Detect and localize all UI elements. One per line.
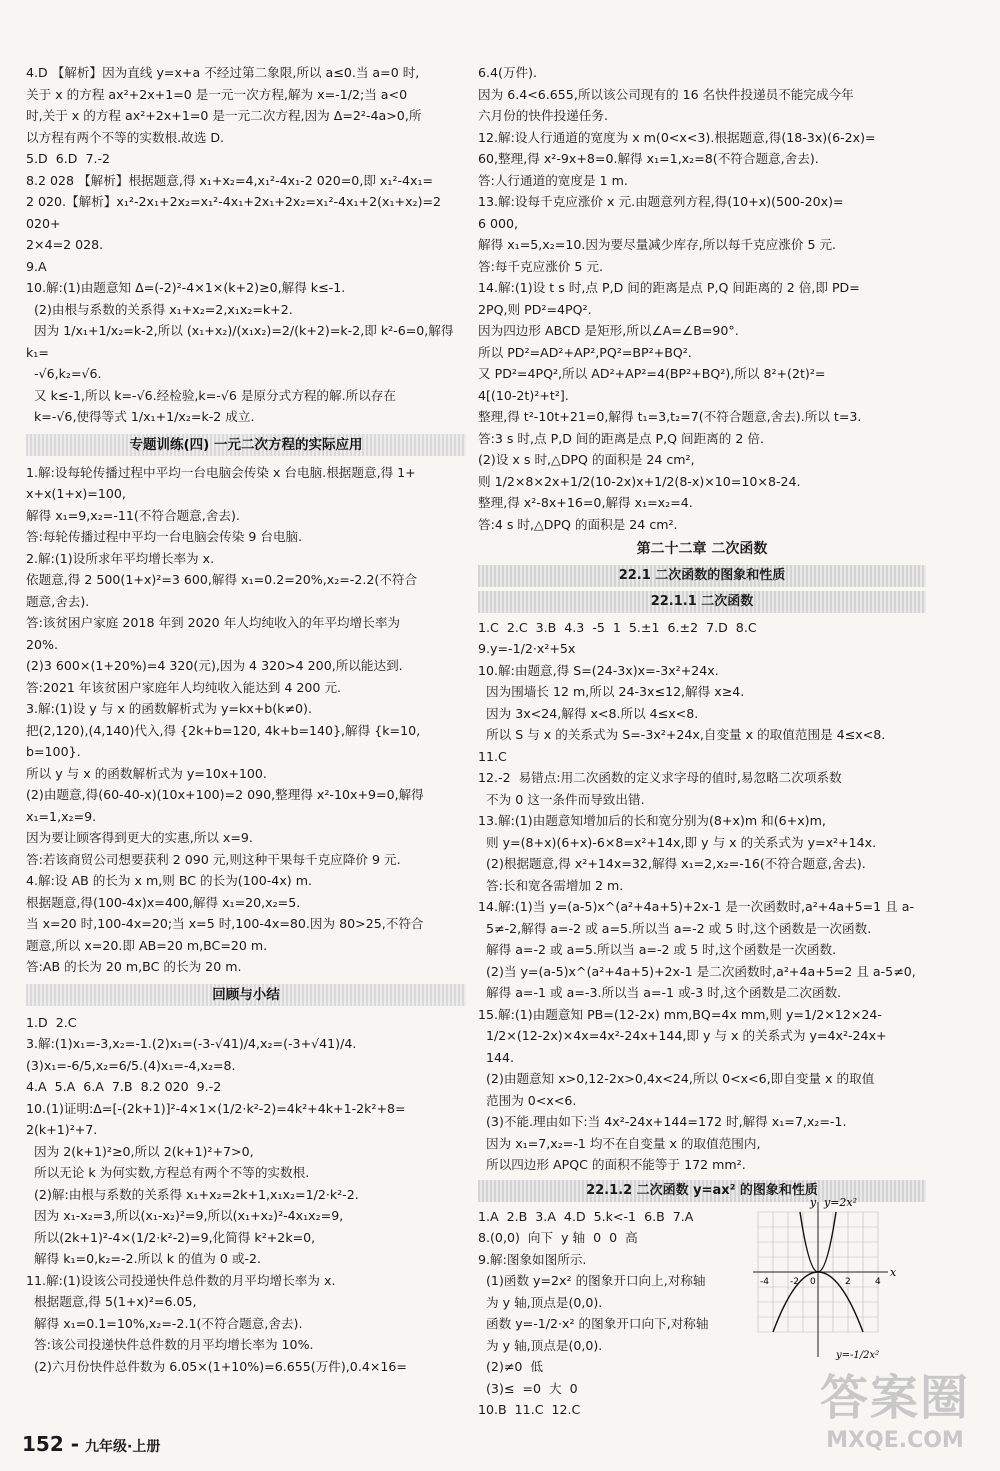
answer-line: 2(k+1)²+7. bbox=[26, 1122, 98, 1137]
answer-line: 答:人行通道的宽度是 1 m. bbox=[478, 172, 628, 188]
answer-line: 答:长和宽各需增加 2 m. bbox=[478, 877, 624, 893]
answer-line: 答:AB 的长为 20 m,BC 的长为 20 m. bbox=[26, 959, 242, 974]
answer-line: (2)≠0 低 bbox=[478, 1359, 544, 1374]
answer-line: 解得 x₁=9,x₂=-11(不符合题意,舍去). bbox=[26, 507, 240, 523]
answer-line: 又 PD²=4PQ²,所以 AD²+AP²=4(BP²+BQ²),所以 8²+(2t)²= bbox=[478, 366, 826, 381]
answer-line: 9.A bbox=[26, 258, 47, 274]
answer-line: 解得 a=-2 或 a=5.所以当 a=-2 或 5 时,这个函数是一次函数. bbox=[478, 942, 837, 957]
right-answers-block-2 bbox=[478, 617, 926, 1176]
answer-line: 10.解:由题意,得 S=(24-3x)x=-3x²+24x. bbox=[478, 662, 719, 678]
section-22-1-2-title: 22.1.2 二次函数 y=ax² 的图象和性质 bbox=[478, 1180, 926, 1202]
answer-line: 10.(1)证明:Δ=[-(2k+1)]²-4×1×(1/2·k²-2)=4k²+4k+1-2k²+8= bbox=[26, 1100, 406, 1116]
answer-line: 4.解:设 AB 的长为 x m,则 BC 的长为(100-4x) m. bbox=[26, 873, 312, 888]
answer-line: 答:每千克应涨价 5 元. bbox=[478, 258, 604, 274]
answer-line: 5.D 6.D 7.-2 bbox=[26, 151, 111, 166]
answer-line: 为 y 轴,顶点是(0,0). bbox=[478, 1294, 603, 1310]
watermark-line1: 答案圈 bbox=[819, 1370, 970, 1426]
answer-line: 13.解:(1)由题意知增加后的长和宽分别为(8+x)m 和(6+x)m, bbox=[478, 813, 826, 828]
answer-line: 4[(10-2t)²+t²]. bbox=[478, 387, 569, 403]
answer-line: x+x(1+x)=100, bbox=[26, 486, 126, 501]
answer-line: 答:2021 年该贫困户家庭年人均纯收入能达到 4 200 元. bbox=[26, 679, 342, 695]
parabola-graph bbox=[748, 1192, 898, 1362]
answer-line: 当 x=20 时,100-4x=20;当 x=5 时,100-4x=80.因为 80>25,不符合 bbox=[26, 916, 424, 931]
answer-line: 2.解:(1)设所求年平均增长率为 x. bbox=[26, 550, 215, 566]
answer-line: 因为 x₁-x₂=3,所以(x₁-x₂)²=9,所以(x₁+x₂)²-4x₁x₂=9, bbox=[26, 1208, 344, 1223]
answer-line: (2)由题意,得(60-40-x)(10x+100)=2 090,整理得 x²-10x+9=0,解得 bbox=[26, 787, 424, 802]
answer-line: 所以(2k+1)²-4×(1/2·k²-2)=9,化简得 k²+2k=0, bbox=[26, 1229, 316, 1245]
answer-line: 144. bbox=[478, 1049, 515, 1065]
answer-line: (2)根据题意,得 x²+14x=32,解得 x₁=2,x₂=-16(不符合题意,舍去). bbox=[478, 856, 866, 871]
answer-line: 1.解:设每轮传播过程中平均一台电脑会传染 x 台电脑.根据题意,得 1+ bbox=[26, 464, 416, 480]
section-title-special-training: 专题训练(四) 一元二次方程的实际应用 bbox=[26, 434, 466, 456]
answer-line: 11.解:(1)设该公司投递快件总件数的月平均增长率为 x. bbox=[26, 1272, 336, 1288]
answer-line: 6.4(万件). bbox=[478, 65, 538, 80]
answer-line: 11.C bbox=[478, 748, 507, 764]
answer-line: 不为 0 这一条件而导致出错. bbox=[478, 791, 645, 807]
answer-line: 8.(0,0) 向下 y 轴 0 0 高 bbox=[478, 1230, 638, 1245]
answer-line: 所以无论 k 为何实数,方程总有两个不等的实数根. bbox=[26, 1165, 310, 1180]
answer-line: 13.解:设每千克应涨价 x 元.由题意列方程,得(10+x)(500-20x)= bbox=[478, 194, 844, 209]
answer-line: 所以 S 与 x 的关系式为 S=-3x²+24x,自变量 x 的取值范围是 4≤x<8. bbox=[478, 727, 886, 742]
answer-line: 6 000, bbox=[478, 215, 519, 231]
answer-line: (2)六月份快件总件数为 6.05×(1+10%)=6.655(万件),0.4×16= bbox=[26, 1358, 407, 1374]
answer-line: 答:每轮传播过程中平均一台电脑会传染 9 台电脑. bbox=[26, 529, 303, 544]
label-bottom: y=-1/2x² bbox=[836, 1350, 880, 1361]
answer-line: 答:该公司投递快件总件数的月平均增长率为 10%. bbox=[26, 1337, 314, 1352]
answer-line: 1.C 2.C 3.B 4.3 -5 1 5.±1 6.±2 7.D 8.C bbox=[478, 619, 757, 635]
answer-line: (2)3 600×(1+20%)=4 320(元),因为 4 320>4 200,所以能达到. bbox=[26, 658, 403, 673]
page-footer bbox=[22, 1432, 160, 1456]
answer-line: (2)由根与系数的关系得 x₁+x₂=2,x₁x₂=k+2. bbox=[26, 301, 293, 317]
answer-line: 整理,得 x²-8x+16=0,解得 x₁=x₂=4. bbox=[478, 495, 693, 510]
answer-line: 2PQ,则 PD²=4PQ². bbox=[478, 301, 592, 317]
answer-line: 六月份的快件投递任务. bbox=[478, 108, 608, 123]
watermark-line2: MXQE.COM bbox=[826, 1428, 964, 1453]
answer-line: (3)≤ =0 大 0 bbox=[478, 1380, 578, 1396]
answer-line: 2×4=2 028. bbox=[26, 237, 104, 252]
answer-line: 所以四边形 APQC 的面积不能等于 172 mm². bbox=[478, 1157, 746, 1172]
answer-line: 2 020.【解析】x₁²-2x₁+2x₂=x₁²-4x₁+2x₁+2x₂=x₁²-4x₁+2(x₁+x₂)=2 020+ bbox=[26, 194, 446, 231]
chapter-title: 第二十二章 二次函数 bbox=[636, 541, 768, 557]
tick-4: 4 bbox=[875, 1277, 881, 1287]
grade-label: 九年级·上册 bbox=[85, 1439, 161, 1455]
answer-line: 9.y=-1/2·x²+5x bbox=[478, 641, 576, 656]
left-answers-block-2 bbox=[26, 462, 466, 978]
answer-line: 14.解:(1)当 y=(a-5)x^(a²+4a+5)+2x-1 是一次函数时,a²+4a+5=1 且 a- bbox=[478, 899, 915, 914]
answer-line: 答:该贫困户家庭 2018 年到 2020 年人均纯收入的年平均增长率为 bbox=[26, 615, 401, 630]
answer-line: 整理,得 t²-10t+21=0,解得 t₁=3,t₂=7(不符合题意,舍去).所以 t=3. bbox=[478, 409, 862, 424]
answer-line: 解得 x₁=0.1=10%,x₂=-2.1(不符合题意,舍去). bbox=[26, 1315, 303, 1331]
answer-line: 12.-2 易错点:用二次函数的定义求字母的值时,易忽略二次项系数 bbox=[478, 770, 842, 785]
answer-line: 3.解:(1)设 y 与 x 的函数解析式为 y=kx+b(k≠0). bbox=[26, 701, 312, 716]
answer-line: (1)函数 y=2x² 的图象开口向上,对称轴 bbox=[478, 1273, 706, 1288]
answer-line: 因为 1/x₁+1/x₂=k-2,所以 (x₁+x₂)/(x₁x₂)=2/(k+2)=k-2,即 k²-6=0,解得 k₁= bbox=[26, 323, 458, 360]
answer-line: 所以 PD²=AD²+AP²,PQ²=BP²+BQ². bbox=[478, 344, 692, 360]
answer-line: 12.解:设人行通道的宽度为 x m(0<x<3).根据题意,得(18-3x)(6-2x)= bbox=[478, 129, 876, 145]
x-axis-label: x bbox=[890, 1266, 897, 1279]
answer-line: 以方程有两个不等的实数根.故选 D. bbox=[26, 129, 225, 145]
answer-line: (3)x₁=-6/5,x₂=6/5.(4)x₁=-4,x₂=8. bbox=[26, 1057, 236, 1073]
answer-line: 则 1/2×8×2x+1/2(10-2x)x+1/2(8-x)×10=10×8-24. bbox=[478, 473, 801, 489]
tick-neg4: -4 bbox=[760, 1277, 769, 1287]
answer-line: (2)解:由根与系数的关系得 x₁+x₂=2k+1,x₁x₂=1/2·k²-2. bbox=[26, 1186, 359, 1202]
answer-line: 又 k≤-1,所以 k=-√6.经检验,k=-√6 是原分式方程的解.所以存在 bbox=[26, 387, 396, 403]
answer-line: 因为 6.4<6.655,所以该公司现有的 16 名快件投递员不能完成今年 bbox=[478, 86, 854, 102]
answer-line: x₁=1,x₂=9. bbox=[26, 808, 97, 824]
label-top: y=2x² bbox=[824, 1196, 858, 1209]
section-title-review: 回顾与小结 bbox=[26, 984, 466, 1006]
answer-line: 则 y=(8+x)(6+x)-6×8=x²+14x,即 y 与 x 的关系式为 y=x²+14x. bbox=[478, 834, 877, 850]
answer-line: 20%. bbox=[26, 636, 58, 652]
answer-line: 答:若该商贸公司想要获利 2 090 元,则这种干果每千克应降价 9 元. bbox=[26, 851, 401, 867]
answer-line: 解得 x₁=5,x₂=10.因为要尽量减少库存,所以每千克应涨价 5 元. bbox=[478, 237, 837, 252]
answer-line: 因为四边形 ABCD 是矩形,所以∠A=∠B=90°. bbox=[478, 323, 739, 338]
left-column bbox=[26, 62, 466, 1377]
answer-line: 因为要让顾客得到更大的实惠,所以 x=9. bbox=[26, 830, 253, 845]
answer-line: (2)当 y=(a-5)x^(a²+4a+5)+2x-1 是二次函数时,a²+4a+5=2 且 a-5≠0, bbox=[478, 963, 916, 979]
answer-line: k=-√6,使得等式 1/x₁+1/x₂=k-2 成立. bbox=[26, 409, 255, 424]
answer-line: 依题意,得 2 500(1+x)²=3 600,解得 x₁=0.2=20%,x₂=-2.2(不符合 bbox=[26, 572, 418, 587]
answer-line: 把(2,120),(4,140)代入,得 {2k+b=120, 4k+b=140},解得 {k=10, b=100}. bbox=[26, 722, 425, 759]
answer-line: -√6,k₂=√6. bbox=[26, 366, 102, 381]
answer-line: 根据题意,得(100-4x)x=400,解得 x₁=20,x₂=5. bbox=[26, 894, 301, 910]
answer-line: 因为 3x<24,解得 x<8.所以 4≤x<8. bbox=[478, 705, 699, 721]
answer-line: 答:4 s 时,△DPQ 的面积是 24 cm². bbox=[478, 516, 678, 532]
section-22-1-1-title: 22.1.1 二次函数 bbox=[478, 591, 926, 613]
answer-line: 15.解:(1)由题意知 PB=(12-2x) mm,BQ=4x mm,则 y=1/2×12×24- bbox=[478, 1006, 882, 1022]
answer-line: 8.2 028 【解析】根据题意,得 x₁+x₂=4,x₁²-4x₁-2 020=0,即 x₁²-4x₁= bbox=[26, 172, 434, 188]
left-answers-block-3 bbox=[26, 1012, 466, 1378]
left-answers-block-1 bbox=[26, 62, 466, 428]
answer-line: 答:3 s 时,点 P,D 间的距离是点 P,Q 间距离的 2 倍. bbox=[478, 430, 764, 446]
answer-line: 5≠-2,解得 a=-2 或 a=5.所以当 a=-2 或 5 时,这个函数是一次函数. bbox=[478, 920, 872, 936]
answer-line: 10.B 11.C 12.C bbox=[478, 1402, 581, 1417]
answer-line: 为 y 轴,顶点是(0,0). bbox=[478, 1337, 603, 1353]
answer-line: 1.A 2.B 3.A 4.D 5.k<-1 6.B 7.A bbox=[478, 1208, 694, 1224]
answer-line: (2)设 x s 时,△DPQ 的面积是 24 cm², bbox=[478, 452, 695, 467]
answer-line: 时,关于 x 的方程 ax²+2x+1=0 是一元二次方程,因为 Δ=2²-4a>0,所 bbox=[26, 108, 422, 123]
answer-line: 因为围墙长 12 m,所以 24-3x≤12,解得 x≥4. bbox=[478, 684, 745, 699]
answer-line: 9.解:图象如图所示. bbox=[478, 1251, 587, 1267]
y-axis-label: y bbox=[810, 1196, 817, 1209]
answer-line: 根据题意,得 5(1+x)²=6.05, bbox=[26, 1294, 197, 1309]
answer-line: 函数 y=-1/2·x² 的图象开口向下,对称轴 bbox=[478, 1316, 709, 1331]
answer-line: 1/2×(12-2x)×4x=4x²-24x+144,即 y 与 x 的关系式为 y=4x²-24x+ bbox=[478, 1028, 887, 1043]
answer-line: 10.解:(1)由题意知 Δ=(-2)²-4×1×(k+2)≥0,解得 k≤-1. bbox=[26, 280, 346, 295]
answer-line: 因为 x₁=7,x₂=-1 均不在自变量 x 的取值范围内, bbox=[478, 1135, 761, 1151]
answer-line: 4.A 5.A 6.A 7.B 8.2 020 9.-2 bbox=[26, 1079, 222, 1094]
answer-line: (3)不能.理由如下:当 4x²-24x+144=172 时,解得 x₁=7,x₂=-1. bbox=[478, 1114, 847, 1129]
page-number: 152 - bbox=[22, 1432, 80, 1456]
answer-line: 3.解:(1)x₁=-3,x₂=-1.(2)x₁=(-3-√41)/4,x₂=(-3+√41)/4. bbox=[26, 1036, 357, 1051]
tick-neg2: -2 bbox=[790, 1277, 799, 1287]
answer-line: (2)由题意知 x>0,12-2x>0,4x<24,所以 0<x<6,即自变量 x 的取值 bbox=[478, 1071, 875, 1086]
section-22-1-title: 22.1 二次函数的图象和性质 bbox=[478, 565, 926, 587]
answer-line: 4.D 【解析】因为直线 y=x+a 不经过第二象限,所以 a≤0.当 a=0 时, bbox=[26, 65, 420, 80]
answer-line: 题意,所以 x=20.即 AB=20 m,BC=20 m. bbox=[26, 937, 268, 953]
answer-line: 解得 a=-1 或 a=-3.所以当 a=-1 或-3 时,这个函数是二次函数. bbox=[478, 985, 842, 1000]
tick-0: 0 bbox=[810, 1277, 816, 1287]
answer-line: 60,整理,得 x²-9x+8=0.解得 x₁=1,x₂=8(不符合题意,舍去). bbox=[478, 151, 819, 166]
answer-line: 题意,舍去). bbox=[26, 593, 90, 609]
answer-line: 范围为 0<x<6. bbox=[478, 1092, 577, 1108]
watermark bbox=[820, 1359, 970, 1453]
answer-line: 所以 y 与 x 的函数解析式为 y=10x+100. bbox=[26, 765, 267, 781]
right-answers-block-1 bbox=[478, 62, 926, 535]
answer-line: 1.D 2.C bbox=[26, 1014, 77, 1030]
answer-line: 14.解:(1)设 t s 时,点 P,D 间的距离是点 P,Q 间距离的 2 倍,即 PD= bbox=[478, 280, 860, 295]
answer-line: 关于 x 的方程 ax²+2x+1=0 是一元一次方程,解为 x=-1/2;当 a<0 bbox=[26, 86, 408, 102]
tick-2: 2 bbox=[845, 1277, 851, 1287]
answer-line: 解得 k₁=0,k₂=-2.所以 k 的值为 0 或-2. bbox=[26, 1251, 262, 1266]
answer-line: 因为 2(k+1)²≥0,所以 2(k+1)²+7>0, bbox=[26, 1143, 254, 1159]
